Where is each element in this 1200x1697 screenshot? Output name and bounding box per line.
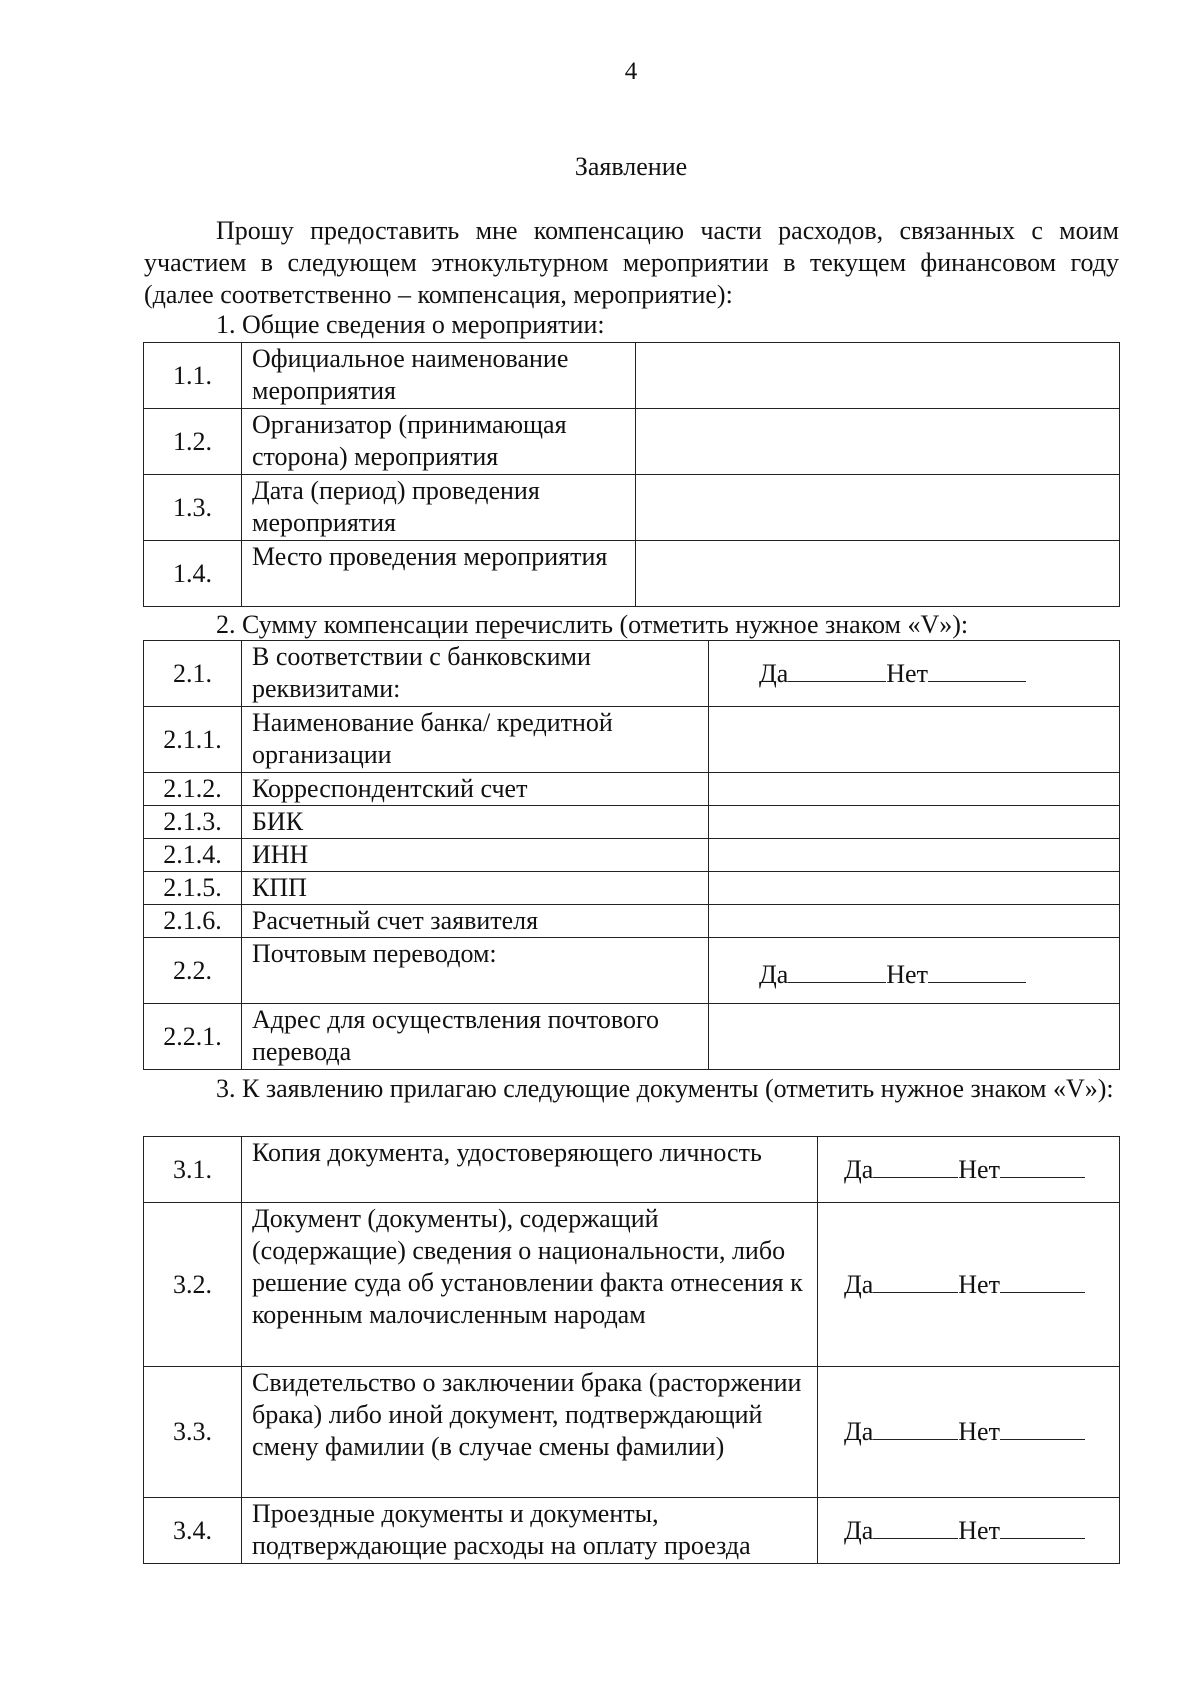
yes-no-choice[interactable] xyxy=(709,658,1119,690)
value-field[interactable] xyxy=(636,343,1120,409)
table-row xyxy=(144,641,1120,707)
row-label: В соответствии с банковскими реквизитами: xyxy=(242,641,709,707)
yes-no-field[interactable] xyxy=(818,1498,1120,1564)
row-label: Официальное наименование мероприятия xyxy=(242,343,636,409)
row-label: Наименование банка/ кредитной организации xyxy=(242,707,709,773)
table-row xyxy=(144,707,1120,773)
no-label: Нет xyxy=(886,960,928,989)
value-field[interactable] xyxy=(709,872,1120,905)
yes-no-field[interactable] xyxy=(818,1137,1120,1203)
row-label: Организатор (принимающая сторона) мероприятия xyxy=(242,409,636,475)
no-blank[interactable] xyxy=(1000,1516,1085,1539)
yes-label: Да xyxy=(844,1154,874,1184)
table-row xyxy=(144,1203,1120,1367)
table-row xyxy=(144,806,1120,839)
table-row xyxy=(144,839,1120,872)
row-number: 2.1.6. xyxy=(144,905,242,938)
row-number: 3.4. xyxy=(144,1498,242,1564)
yes-no-choice[interactable] xyxy=(818,1269,1119,1301)
table-row xyxy=(144,1367,1120,1498)
section3-heading-text: 3. К заявлению прилагаю следующие документы (отметить нужное знаком «V»): xyxy=(216,1074,1114,1103)
no-label: Нет xyxy=(886,658,928,688)
no-label: Нет xyxy=(958,1515,1000,1545)
yes-no-choice[interactable] xyxy=(818,1416,1119,1448)
row-label: БИК xyxy=(242,806,709,839)
document-title: Заявление xyxy=(574,152,688,181)
table-row xyxy=(144,343,1120,409)
table-row xyxy=(144,773,1120,806)
yes-no-field[interactable] xyxy=(818,1367,1120,1498)
row-number: 3.2. xyxy=(144,1203,242,1367)
section2-table xyxy=(143,640,1120,1070)
row-number: 3.3. xyxy=(144,1367,242,1498)
table-row xyxy=(144,1004,1120,1070)
table-row xyxy=(144,541,1120,607)
table-row xyxy=(144,905,1120,938)
row-label: ИНН xyxy=(242,839,709,872)
table-row xyxy=(144,872,1120,905)
yes-label: Да xyxy=(759,960,789,989)
section1-heading: 1. Общие сведения о мероприятии: xyxy=(216,310,605,339)
row-label: Место проведения мероприятия xyxy=(242,541,636,607)
value-field[interactable] xyxy=(709,839,1120,872)
row-label: Документ (документы), содержащий (содержащие) сведения о национальности, либо решение суда об установлении факта отнесения к коренным малочисленным народам xyxy=(242,1203,818,1367)
yes-blank[interactable] xyxy=(873,1516,958,1539)
row-number: 2.1.4. xyxy=(144,839,242,872)
yes-no-field[interactable] xyxy=(709,641,1120,707)
row-label: Почтовым переводом: xyxy=(242,938,709,1004)
yes-blank[interactable] xyxy=(873,1155,958,1178)
row-number: 2.2. xyxy=(144,938,242,1004)
row-number: 2.1.2. xyxy=(144,773,242,806)
page-number: 4 xyxy=(624,58,638,85)
row-label: Корреспондентский счет xyxy=(242,773,709,806)
row-label: Проездные документы и документы, подтверждающие расходы на оплату проезда xyxy=(242,1498,818,1564)
yes-label: Да xyxy=(844,1417,874,1446)
value-field[interactable] xyxy=(709,905,1120,938)
no-blank[interactable] xyxy=(1000,1270,1085,1293)
row-number: 2.2.1. xyxy=(144,1004,242,1070)
value-field[interactable] xyxy=(636,409,1120,475)
row-label: Дата (период) проведения мероприятия xyxy=(242,475,636,541)
yes-no-field[interactable] xyxy=(818,1203,1120,1367)
yes-no-choice[interactable] xyxy=(818,1515,1119,1547)
section3-heading xyxy=(144,1073,1119,1105)
row-number: 1.4. xyxy=(144,541,242,607)
row-label: КПП xyxy=(242,872,709,905)
value-field[interactable] xyxy=(709,773,1120,806)
intro-text: Прошу предоставить мне компенсацию части расходов, связанных с моим участием в следующем этнокультурном мероприятии в текущем финансовом году (далее соответственно – компенсация, мероприятие): xyxy=(144,216,1119,309)
yes-blank[interactable] xyxy=(873,1270,958,1293)
row-number: 2.1.5. xyxy=(144,872,242,905)
yes-no-field[interactable] xyxy=(709,938,1120,1004)
table-row xyxy=(144,475,1120,541)
value-field[interactable] xyxy=(709,806,1120,839)
section1-table xyxy=(143,342,1120,607)
row-number: 1.1. xyxy=(144,343,242,409)
row-number: 1.3. xyxy=(144,475,242,541)
value-field[interactable] xyxy=(709,1004,1120,1070)
row-number: 2.1.3. xyxy=(144,806,242,839)
row-number: 2.1.1. xyxy=(144,707,242,773)
no-label: Нет xyxy=(958,1269,1000,1299)
value-field[interactable] xyxy=(636,541,1120,607)
table-row xyxy=(144,938,1120,1004)
no-blank[interactable] xyxy=(1000,1155,1085,1178)
section3-table xyxy=(143,1136,1120,1564)
row-number: 2.1. xyxy=(144,641,242,707)
table-row xyxy=(144,1137,1120,1203)
row-label: Копия документа, удостоверяющего личность xyxy=(242,1137,818,1203)
row-number: 1.2. xyxy=(144,409,242,475)
no-label: Нет xyxy=(958,1417,1000,1446)
yes-no-choice[interactable] xyxy=(709,959,1119,991)
yes-blank[interactable] xyxy=(788,960,886,983)
row-label: Свидетельство о заключении брака (расторжении брака) либо иной документ, подтверждающий смену фамилии (в случае смены фамилии) xyxy=(242,1367,818,1498)
row-number: 3.1. xyxy=(144,1137,242,1203)
yes-blank[interactable] xyxy=(788,659,886,682)
no-blank[interactable] xyxy=(928,659,1026,682)
yes-label: Да xyxy=(844,1515,874,1545)
yes-blank[interactable] xyxy=(873,1417,958,1440)
no-blank[interactable] xyxy=(928,960,1026,983)
no-label: Нет xyxy=(958,1154,1000,1184)
intro-paragraph xyxy=(144,215,1119,311)
section2-heading: 2. Сумму компенсации перечислить (отметить нужное знаком «V»): xyxy=(216,610,969,639)
yes-no-choice[interactable] xyxy=(818,1154,1119,1186)
table-row xyxy=(144,409,1120,475)
no-blank[interactable] xyxy=(1000,1417,1085,1440)
yes-label: Да xyxy=(759,658,789,688)
table-row xyxy=(144,1498,1120,1564)
yes-label: Да xyxy=(844,1269,874,1299)
value-field[interactable] xyxy=(709,707,1120,773)
row-label: Адрес для осуществления почтового перевода xyxy=(242,1004,709,1070)
row-label: Расчетный счет заявителя xyxy=(242,905,709,938)
value-field[interactable] xyxy=(636,475,1120,541)
